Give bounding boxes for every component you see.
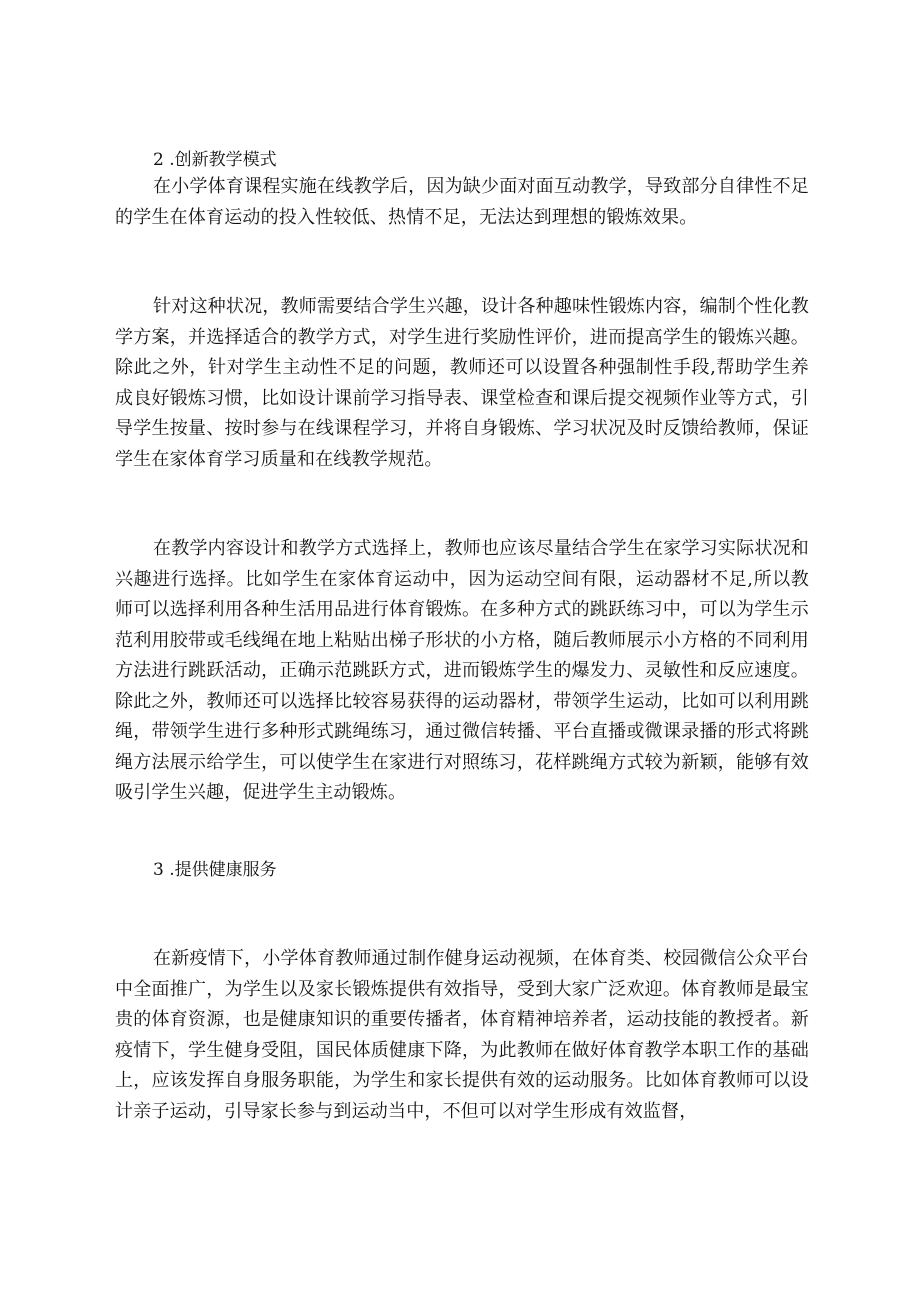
section-heading-2: 2 .创新教学模式 — [153, 150, 277, 170]
paragraph-health-service: 在新疫情下，小学体育教师通过制作健身运动视频，在体育类、校园微信公众平台中全面推广，为学生以及家长锻炼提供有效指导，受到大家广泛欢迎。体育教师是最宝贵的体育资源，也是健康知识的重要传播者，体育精神培养者，运动技能的教授者。新疫情下，学生健身受阻，国民体质健康下降，为此教师在做好体育教学本职工作的基础上，应该发挥自身服务职能，为学生和家长提供有效的运动服务。比如体育教师可以设计亲子运动，引导家长参与到运动当中，不但可以对学生形成有效监督， — [115, 948, 809, 1122]
paragraph-content-design: 在教学内容设计和教学方式选择上，教师也应该尽量结合学生在家学习实际状况和兴趣进行选择。比如学生在家体育运动中，因为运动空间有限，运动器材不足,所以教师可以选择利用各种生活用品进行体育锻炼。在多种方式的跳跃练习中，可以为学生示范利用胶带或毛线绳在地上粘贴出梯子形状的小方格，随后教师展示小方格的不同利用方法进行跳跃活动，正确示范跳跃方式，进而锻炼学生的爆发力、灵敏性和反应速度。除此之外，教师还可以选择比较容易获得的运动器材，带领学生运动，比如可以利用跳绳，带领学生进行多种形式跳绳练习，通过微信转播、平台直播或微课录播的形式将跳绳方法展示给学生，可以使学生在家进行对照练习，花样跳绳方式较为新颖，能够有效吸引学生兴趣，促进学生主动锻炼。 — [115, 538, 809, 803]
paragraph-interest-methods: 针对这种状况，教师需要结合学生兴趣，设计各种趣味性锻炼内容，编制个性化教学方案，并选择适合的教学方式，对学生进行奖励性评价，进而提高学生的锻炼兴趣。除此之外，针对学生主动性不足的问题，教师还可以设置各种强制性手段,帮助学生养成良好锻炼习惯，比如设计课前学习指导表、课堂检查和课后提交视频作业等方式，引导学生按量、按时参与在线课程学习，并将自身锻炼、学习状况及时反馈给教师，保证学生在家体育学习质量和在线教学规范。 — [115, 296, 809, 470]
section-heading-3: 3 .提供健康服务 — [153, 860, 277, 880]
paragraph-online-teaching-problem: 在小学体育课程实施在线教学后，因为缺少面对面互动教学，导致部分自律性不足的学生在体育运动的投入性较低、热情不足，无法达到理想的锻炼效果。 — [115, 176, 809, 228]
